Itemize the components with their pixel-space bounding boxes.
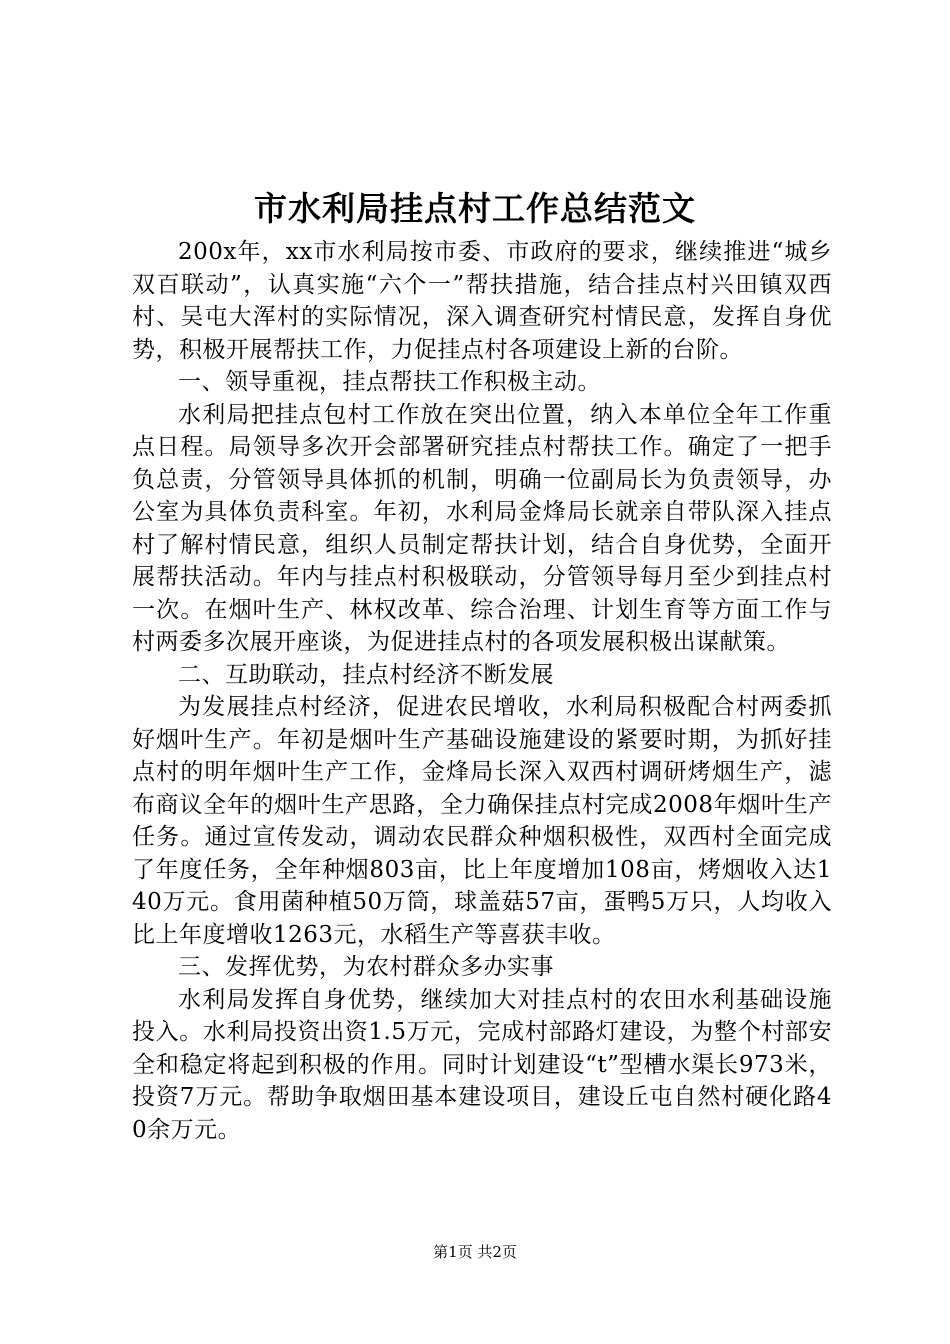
page-footer: 第1页 共2页 — [433, 1243, 517, 1261]
intro-paragraph: 200x年，xx市水利局按市委、市政府的要求，继续推进“城乡双百联动”，认真实施“六个一”帮扶措施，结合挂点村兴田镇双西村、吴屯大浑村的实际情况，深入调查研究村情民意，发挥自身优势，积极开展帮扶工作，力促挂点村各项建设上新的台阶。 — [132, 239, 832, 363]
section-heading-1: 一、领导重视，挂点帮扶工作积极主动。 — [178, 369, 601, 395]
section-1-paragraph: 水利局把挂点包村工作放在突出位置，纳入本单位全年工作重点日程。局领导多次开会部署研究挂点村帮扶工作。确定了一把手负总责，分管领导具体抓的机制，明确一位副局长为负责领导，办公室为具体负责科室。年初，水利局金烽局长就亲自带队深入挂点村了解村情民意，组织人员制定帮扶计划，结合自身优势，全面开展帮扶活动。年内与挂点村积极联动，分管领导每月至少到挂点村一次。在烟叶生产、林权改革、综合治理、计划生育等方面工作与村两委多次展开座谈，为促进挂点村的各项发展积极出谋献策。 — [132, 401, 832, 655]
document-title: 市水利局挂点村工作总结范文 — [254, 189, 696, 228]
section-heading-2: 二、互助联动，挂点村经济不断发展 — [178, 661, 554, 688]
section-heading-3: 三、发挥优势，为农村群众多办实事 — [178, 954, 554, 980]
section-2-paragraph: 为发展挂点村经济，促进农民增收，水利局积极配合村两委抓好烟叶生产。年初是烟叶生产基础设施建设的紧要时期，为抓好挂点村的明年烟叶生产工作，金烽局长深入双西村调研烤烟生产，滤布商议全年的烟叶生产思路，全力确保挂点村完成2008年烟叶生产任务。通过宣传发动，调动农民群众种烟积极性，双西村全面完成了年度任务，全年种烟803亩，比上年度增加108亩，烤烟收入达140万元。食用菌种植50万筒，球盖菇57亩，蛋鸭5万只，人均收入比上年度增收1263元，水稻生产等喜获丰收。 — [132, 694, 832, 948]
document-body — [132, 236, 832, 1146]
section-3-paragraph: 水利局发挥自身优势，继续加大对挂点村的农田水利基础设施投入。水利局投资出资1.5万元，完成村部路灯建设，为整个村部安全和稳定将起到积极的作用。同时计划建设“t”型槽水渠长973米，投资7万元。帮助争取烟田基本建设项目，建设丘屯自然村硬化路40余万元。 — [132, 986, 832, 1143]
